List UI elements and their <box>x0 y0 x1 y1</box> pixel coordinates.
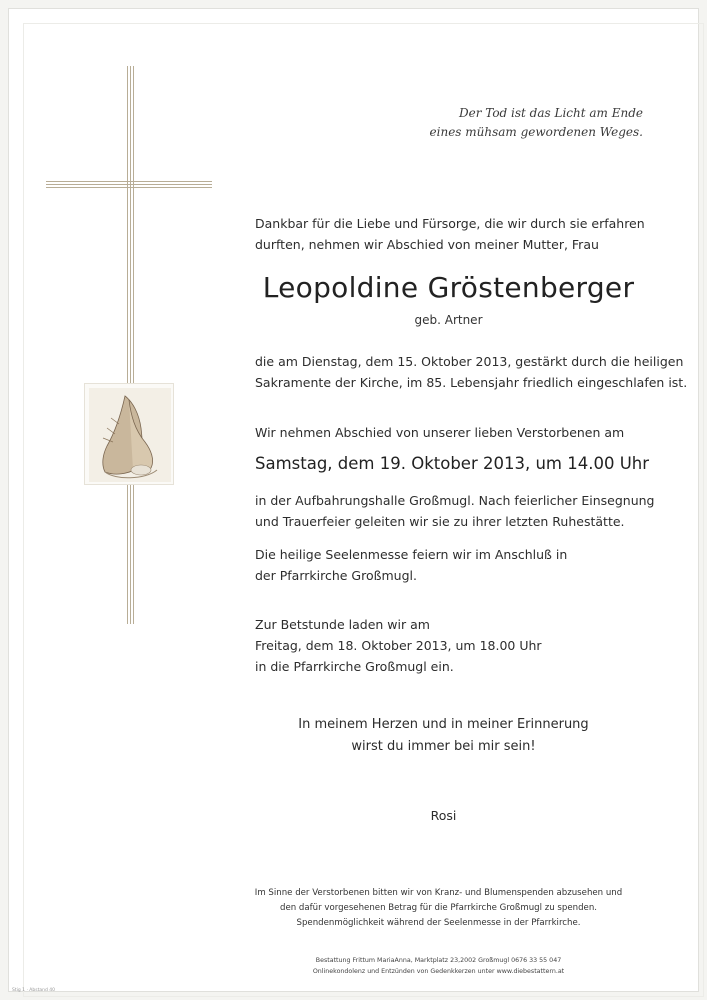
passing-line: die am Dienstag, dem 15. Oktober 2013, gestärkt durch die heiligen <box>255 354 684 369</box>
notice-line: Spendenmöglichkeit während der Seelenmesse in der Pfarrkirche. <box>296 918 581 928</box>
cross-vertical-beam <box>127 66 135 624</box>
mass-line: Die heilige Seelenmesse feiern wir im Anschluß in <box>255 547 568 562</box>
prayer-line: in die Pfarrkirche Großmugl ein. <box>255 659 454 674</box>
prayer-text <box>255 614 542 677</box>
ceremony-line: und Trauerfeier geleiten wir sie zu ihrer letzten Ruhestätte. <box>255 514 625 529</box>
ceremony-line: in der Aufbahrungshalle Großmugl. Nach feierlicher Einsegnung <box>255 493 655 508</box>
prayer-line: Zur Betstunde laden wir am <box>255 617 430 632</box>
donation-notice <box>0 886 707 931</box>
praying-hands-image <box>84 383 174 485</box>
cross-horizontal-beam <box>46 181 212 189</box>
farewell-intro: Wir nehmen Abschied von unserer lieben Verstorbenen am <box>255 425 625 440</box>
passing-line: Sakramente der Kirche, im 85. Lebensjahr friedlich eingeschlafen ist. <box>255 375 688 390</box>
intro-text <box>255 213 645 255</box>
intro-line: durften, nehmen wir Abschied von meiner Mutter, Frau <box>255 237 599 252</box>
funeral-date: Samstag, dem 19. Oktober 2013, um 14.00 Uhr <box>255 454 650 473</box>
notice-line: den dafür vorgesehenen Betrag für die Pfarrkirche Großmugl zu spenden. <box>279 903 598 913</box>
maiden-name: geb. Artner <box>414 313 483 327</box>
epitaph-quote <box>383 104 643 142</box>
notice-line: Im Sinne der Verstorbenen bitten wir von Kranz- und Blumenspenden abzusehen und <box>254 888 623 898</box>
print-mark: Stig 1 · Abstand 40 <box>12 988 55 993</box>
signature: Rosi <box>430 808 457 823</box>
quote-line: Der Tod ist das Licht am Ende <box>458 106 643 120</box>
footer-line: Onlinekondolenz und Entzünden von Gedenkkerzen unter www.diebestattern.at <box>312 968 565 975</box>
mass-line: der Pfarrkirche Großmugl. <box>255 568 417 583</box>
undertaker-footer <box>0 955 707 977</box>
quote-line: eines mühsam gewordenen Weges. <box>429 125 643 139</box>
wish-line: wirst du immer bei mir sein! <box>351 739 536 754</box>
remembrance-wish <box>0 714 707 758</box>
intro-line: Dankbar für die Liebe und Fürsorge, die wir durch sie erfahren <box>255 216 645 231</box>
footer-line: Bestattung Frittum MariaAnna, Marktplatz 23,2002 Großmugl 0676 33 55 047 <box>315 957 562 964</box>
prayer-line: Freitag, dem 18. Oktober 2013, um 18.00 Uhr <box>255 638 542 653</box>
wish-line: In meinem Herzen und in meiner Erinnerung <box>298 717 589 732</box>
mass-text <box>255 544 567 586</box>
deceased-name: Leopoldine Gröstenberger <box>262 271 635 304</box>
passing-text <box>255 351 687 393</box>
ceremony-text <box>255 490 655 532</box>
